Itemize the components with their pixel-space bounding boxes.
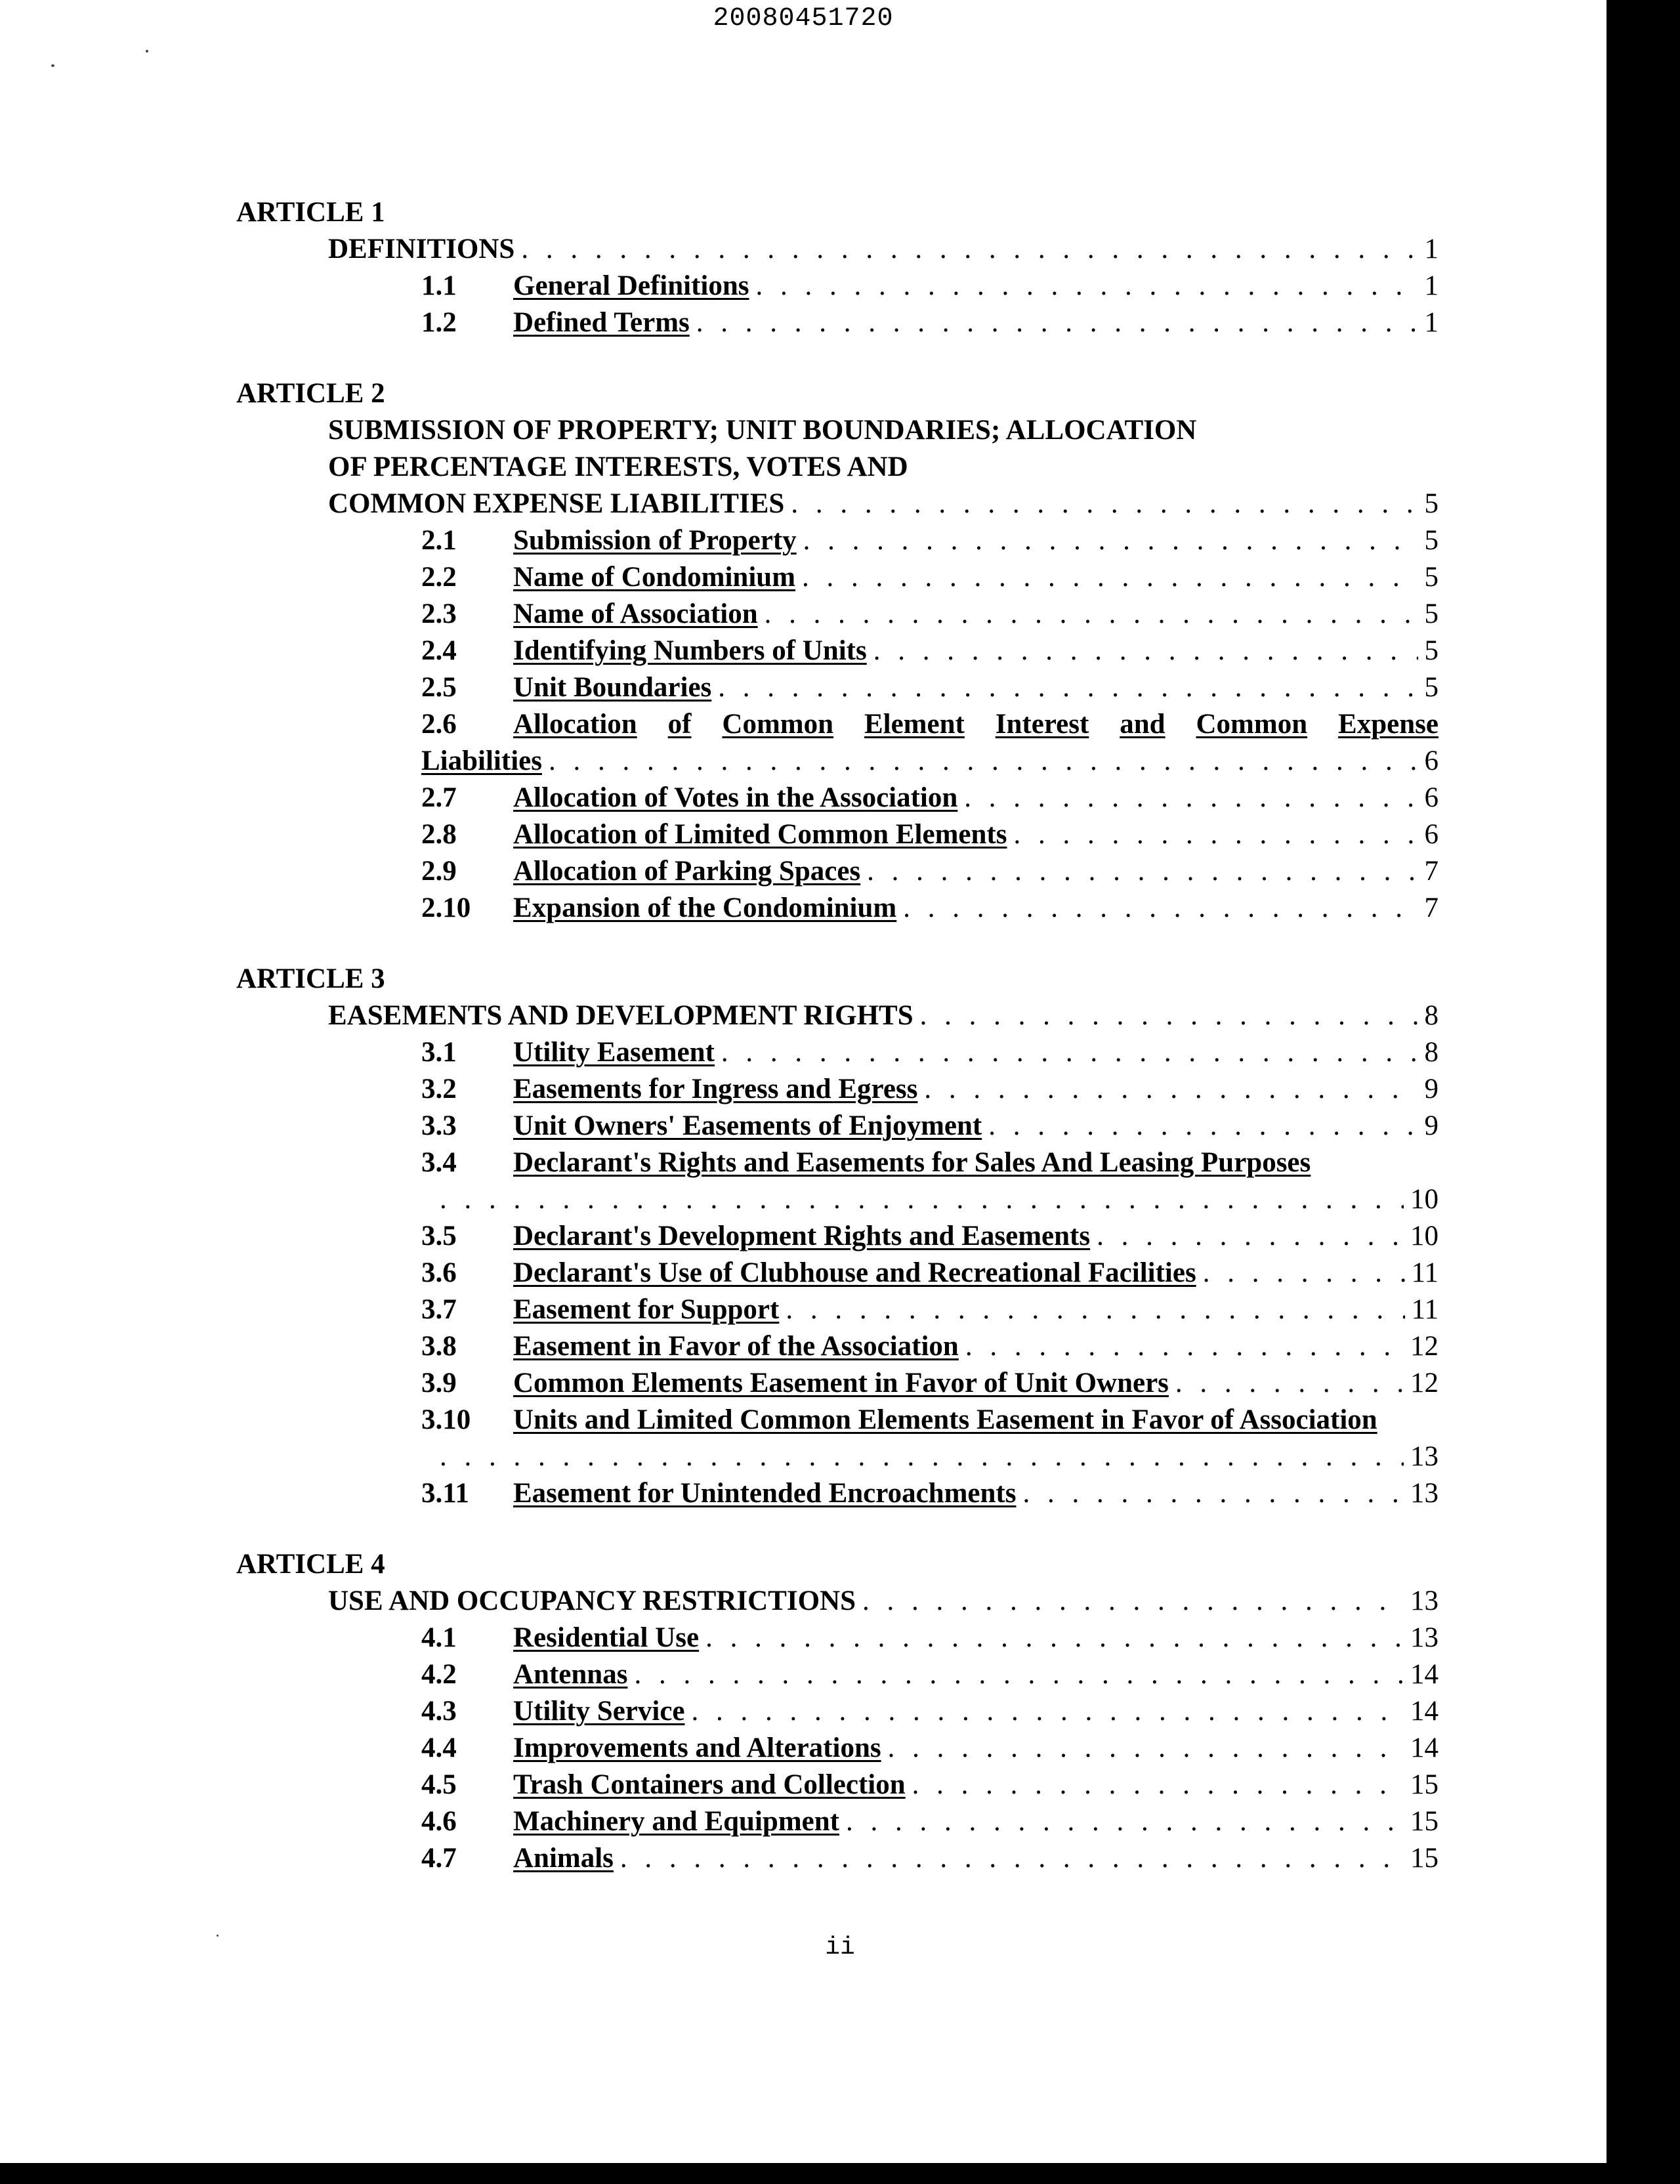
page-ref: 1 [1424, 234, 1438, 264]
dot-leader [696, 304, 1418, 341]
dot-leader [1022, 1475, 1404, 1512]
section-title[interactable]: Trash Containers and Collection [513, 1769, 906, 1800]
page-ref: 10 [1410, 1184, 1438, 1215]
section-number: 2.2 [421, 562, 457, 593]
page-ref: 6 [1424, 746, 1438, 776]
toc-entry-2-7[interactable] [236, 780, 1438, 816]
section-title[interactable]: Defined Terms [513, 307, 690, 338]
page-ref: 15 [1410, 1769, 1438, 1800]
section-title[interactable]: Easements for Ingress and Egress [513, 1074, 918, 1104]
dot-leader [1097, 1218, 1404, 1255]
section-title[interactable]: General Definitions [513, 270, 749, 301]
dot-leader [924, 1071, 1418, 1108]
dot-leader [756, 268, 1418, 304]
section-title-continuation[interactable]: Liabilities [421, 746, 542, 776]
toc-entry-4-7[interactable] [236, 1840, 1438, 1877]
toc-entry-continuation[interactable] [236, 1438, 1438, 1475]
section-title[interactable]: Allocation of Votes in the Association [513, 782, 958, 813]
page-ref: 5 [1424, 598, 1438, 629]
toc-entry-3-8[interactable] [236, 1328, 1438, 1365]
section-title-word: Element [864, 709, 965, 740]
scan-border-right [1606, 0, 1680, 2184]
article-title-entry[interactable] [236, 998, 1438, 1034]
toc-entry-3-1[interactable] [236, 1034, 1438, 1071]
dot-leader [873, 633, 1418, 669]
toc-entry-continuation[interactable] [236, 743, 1438, 780]
dot-leader [867, 853, 1418, 890]
page-ref: 14 [1410, 1696, 1438, 1727]
section-title[interactable]: Common Elements Easement in Favor of Unit Owners [513, 1368, 1169, 1398]
section-number: 3.1 [421, 1037, 457, 1068]
section-title[interactable]: Allocation of Parking Spaces [513, 856, 861, 887]
toc-entry-2-3[interactable] [236, 596, 1438, 633]
section-number: 3.8 [421, 1331, 457, 1362]
dot-leader [1203, 1255, 1405, 1292]
section-number: 4.3 [421, 1696, 457, 1727]
section-title[interactable]: Easement for Unintended Encroachments [513, 1478, 1017, 1509]
section-number: 3.5 [421, 1221, 457, 1251]
page-ref: 15 [1410, 1806, 1438, 1837]
toc-entry-2-2[interactable] [236, 559, 1438, 596]
toc-entry-3-10[interactable] [236, 1402, 1438, 1438]
section-number: 3.4 [421, 1147, 457, 1178]
page-ref: 5 [1424, 672, 1438, 703]
page-ref: 7 [1424, 856, 1438, 887]
section-title[interactable]: Identifying Numbers of Units [513, 635, 867, 666]
section-number: 3.11 [421, 1478, 469, 1509]
section-number: 2.7 [421, 782, 457, 813]
toc-entry-continuation[interactable] [236, 1181, 1438, 1218]
section-title[interactable]: Residential Use [513, 1622, 700, 1653]
page-ref: 5 [1424, 635, 1438, 666]
page-ref: 10 [1410, 1221, 1438, 1251]
section-title-word: Expense [1338, 709, 1438, 740]
toc-entry-1-2[interactable] [236, 304, 1438, 341]
dot-leader [846, 1803, 1404, 1840]
page-ref: 13 [1410, 1622, 1438, 1653]
section-number: 3.2 [421, 1074, 457, 1104]
section-number: 4.7 [421, 1843, 457, 1874]
dot-leader [718, 669, 1418, 706]
table-of-contents [236, 194, 1438, 1877]
dot-leader [620, 1840, 1404, 1877]
toc-entry-3-6[interactable] [236, 1255, 1438, 1292]
toc-entry-2-9[interactable] [236, 853, 1438, 890]
section-title[interactable]: Unit Boundaries [513, 672, 712, 703]
toc-entry-3-5[interactable] [236, 1218, 1438, 1255]
toc-entry-3-3[interactable] [236, 1108, 1438, 1144]
section-number: 2.1 [421, 525, 457, 556]
section-title[interactable]: Easement for Support [513, 1294, 780, 1325]
dot-leader [692, 1693, 1404, 1730]
article-title: USE AND OCCUPANCY RESTRICTIONS [328, 1586, 856, 1616]
section-title[interactable]: Submission of Property [513, 525, 797, 556]
page-ref: 14 [1410, 1659, 1438, 1690]
page-ref: 13 [1410, 1586, 1438, 1616]
toc-entry-4-1[interactable] [236, 1620, 1438, 1656]
page-ref: 1 [1424, 307, 1438, 338]
dot-leader [634, 1656, 1404, 1693]
page-ref: 11 [1411, 1294, 1438, 1325]
dot-leader [965, 1328, 1404, 1365]
dot-leader [920, 998, 1418, 1034]
dot-leader [549, 743, 1418, 780]
article-title-line: SUBMISSION OF PROPERTY; UNIT BOUNDARIES; ALLOCATION [328, 415, 1197, 446]
section-number: 4.5 [421, 1769, 457, 1800]
article-heading: ARTICLE 2 [236, 378, 385, 409]
dot-leader [1175, 1365, 1404, 1402]
section-title[interactable]: Animals [513, 1843, 614, 1874]
toc-entry-3-11[interactable] [236, 1475, 1438, 1512]
section-title-word: of [667, 709, 692, 740]
dot-leader [521, 231, 1418, 268]
dot-leader [903, 890, 1418, 927]
toc-entry-2-4[interactable] [236, 633, 1438, 669]
document-id: 20080451720 [713, 4, 894, 33]
section-title[interactable]: Declarant's Rights and Easements for Sales And Leasing Purposes [513, 1147, 1311, 1178]
toc-entry-2-5[interactable] [236, 669, 1438, 706]
toc-entry-2-8[interactable] [236, 816, 1438, 853]
page-ref: 8 [1424, 1037, 1438, 1068]
section-title-word: Allocation [513, 709, 637, 740]
section-number: 2.3 [421, 598, 457, 629]
page-ref: 5 [1424, 562, 1438, 593]
page-number: ii [825, 1933, 855, 1962]
page-ref: 15 [1410, 1843, 1438, 1874]
page-ref: 7 [1424, 892, 1438, 923]
dot-leader [803, 522, 1418, 559]
article-heading: ARTICLE 4 [236, 1549, 385, 1580]
toc-entry-3-7[interactable] [236, 1292, 1438, 1328]
toc-entry-2-10[interactable] [236, 890, 1438, 927]
dot-leader [791, 486, 1418, 522]
section-title[interactable]: Easement in Favor of the Association [513, 1331, 959, 1362]
section-title-word: Common [722, 709, 834, 740]
dot-leader [440, 1181, 1404, 1218]
section-title[interactable]: Declarant's Development Rights and Easements [513, 1221, 1091, 1251]
dot-leader [912, 1767, 1404, 1803]
dot-leader [1013, 816, 1418, 853]
toc-entry-2-1[interactable] [236, 522, 1438, 559]
section-title-word: Common [1196, 709, 1308, 740]
section-title[interactable]: Expansion of the Condominium [513, 892, 897, 923]
article-heading: ARTICLE 1 [236, 197, 385, 228]
article-title-entry[interactable] [236, 1583, 1438, 1620]
dot-leader [964, 780, 1418, 816]
scan-border-bottom [0, 2163, 1680, 2184]
article-title: EASEMENTS AND DEVELOPMENT RIGHTS [328, 1000, 914, 1031]
toc-entry-4-3[interactable] [236, 1693, 1438, 1730]
section-number: 2.4 [421, 635, 457, 666]
dot-leader [888, 1730, 1404, 1767]
section-title[interactable]: Unit Owners' Easements of Enjoyment [513, 1110, 982, 1141]
article-heading: ARTICLE 3 [236, 963, 385, 994]
page-ref: 14 [1410, 1732, 1438, 1763]
toc-entry-4-2[interactable] [236, 1656, 1438, 1693]
toc-entry-4-5[interactable] [236, 1767, 1438, 1803]
page-ref: 5 [1424, 488, 1438, 519]
article-title: DEFINITIONS [328, 234, 515, 264]
dot-leader [721, 1034, 1418, 1071]
article-title-entry[interactable] [236, 231, 1438, 268]
section-number: 2.6 [421, 709, 457, 740]
page-ref: 8 [1424, 1000, 1438, 1031]
section-title-word: Interest [995, 709, 1089, 740]
section-number: 4.2 [421, 1659, 457, 1690]
page-ref: 9 [1424, 1074, 1438, 1104]
section-title[interactable]: Utility Service [513, 1696, 685, 1727]
section-title[interactable]: Declarant's Use of Clubhouse and Recreational Facilities [513, 1257, 1196, 1288]
section-number: 2.10 [421, 892, 471, 923]
toc-entry-4-6[interactable] [236, 1803, 1438, 1840]
toc-entry-3-2[interactable] [236, 1071, 1438, 1108]
page-ref: 6 [1424, 819, 1438, 850]
toc-entry-3-9[interactable] [236, 1365, 1438, 1402]
section-number: 2.5 [421, 672, 457, 703]
dot-leader [786, 1292, 1404, 1328]
section-number: 2.8 [421, 819, 457, 850]
toc-entry-2-6[interactable] [236, 706, 1438, 743]
section-title-word: and [1120, 709, 1166, 740]
toc-entry-4-4[interactable] [236, 1730, 1438, 1767]
scan-speck [146, 50, 148, 52]
section-title[interactable]: Allocation of Limited Common Elements [513, 819, 1007, 850]
section-number: 3.6 [421, 1257, 457, 1288]
section-title[interactable]: Units and Limited Common Elements Easement in Favor of Association [513, 1404, 1377, 1435]
section-title[interactable] [513, 706, 1438, 743]
page-ref: 12 [1410, 1331, 1438, 1362]
dot-leader [705, 1620, 1404, 1656]
dot-leader [802, 559, 1418, 596]
section-title[interactable]: Machinery and Equipment [513, 1806, 839, 1837]
page-ref: 1 [1424, 270, 1438, 301]
toc-entry-1-1[interactable] [236, 268, 1438, 304]
section-number: 4.4 [421, 1732, 457, 1763]
section-title[interactable]: Improvements and Alterations [513, 1732, 881, 1763]
page-ref: 6 [1424, 782, 1438, 813]
dot-leader [765, 596, 1418, 633]
article-title-line: OF PERCENTAGE INTERESTS, VOTES AND [328, 452, 908, 482]
section-number: 3.9 [421, 1368, 457, 1398]
section-number: 3.3 [421, 1110, 457, 1141]
scan-speck [51, 64, 54, 67]
page-ref: 11 [1411, 1257, 1438, 1288]
section-number: 3.7 [421, 1294, 457, 1325]
section-number: 1.1 [421, 270, 457, 301]
toc-entry-3-4[interactable] [236, 1144, 1438, 1181]
section-title[interactable]: Name of Condominium [513, 562, 796, 593]
page-ref: 13 [1410, 1478, 1438, 1509]
dot-leader [862, 1583, 1404, 1620]
section-number: 2.9 [421, 856, 457, 887]
article-title-entry[interactable] [236, 486, 1438, 522]
section-number: 4.6 [421, 1806, 457, 1837]
page-ref: 12 [1410, 1368, 1438, 1398]
page-ref: 9 [1424, 1110, 1438, 1141]
dot-leader [988, 1108, 1418, 1144]
section-number: 4.1 [421, 1622, 457, 1653]
section-title[interactable]: Antennas [513, 1659, 628, 1690]
page-ref: 5 [1424, 525, 1438, 556]
section-title[interactable]: Utility Easement [513, 1037, 715, 1068]
section-number: 3.10 [421, 1404, 471, 1435]
section-title[interactable]: Name of Association [513, 598, 758, 629]
page-ref: 13 [1410, 1441, 1438, 1472]
section-number: 1.2 [421, 307, 457, 338]
article-title: COMMON EXPENSE LIABILITIES [328, 488, 785, 519]
dot-leader [440, 1438, 1404, 1475]
